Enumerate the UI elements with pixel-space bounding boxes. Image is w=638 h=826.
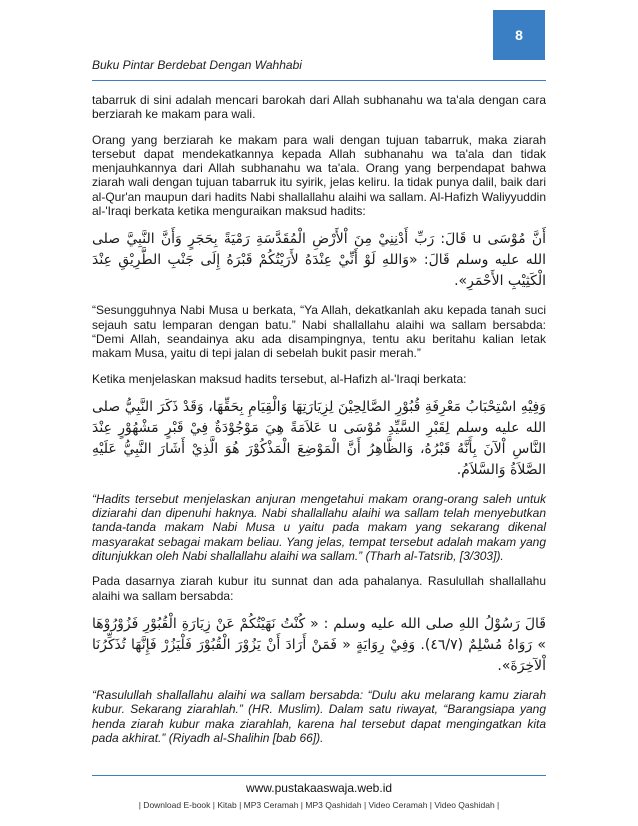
page-number: 8 bbox=[515, 27, 523, 43]
arabic-hadith-ziarah: قَالَ رَسُوْلُ اللهِ صلى الله عليه وسلم : « كُنْتُ نَهَيْتُكُمْ عَنْ زِيَارَةِ الْقُبُوْرِ فَزُوْرُوْهَا » رَوَاهُ مُسْلِمٌ (٤٦/٧). وَفِيْ رِوَايَةٍ « فَمَنْ أَرَادَ أَنْ يَزُوْرَ الْقُبُوْرَ فَلْيَزُرْ فَإِنَّهَا تُذَكِّرُنَا اْلآخِرَةَ». bbox=[92, 615, 546, 674]
page-content bbox=[92, 93, 546, 756]
arabic-hadith-musa: أَنَّ مُوْسَى u قَالَ: رَبِّ أَدْنِنِيْ مِنَ اْلأَرْضِ الْمُقَدَّسَةِ رَمْيَةً بِحَجَرٍ وَأَنَّ النَّبِيَّ صلى الله عليه وسلم قَالَ: «وَاللهِ لَوْ أَنِّيْ عِنْدَهُ لأَرَيْتُكُمْ قَبْرَهُ إِلَى جَنْبِ الطَّرِيْقِ عِنْدَ الْكَثِيْبِ الأَحْمَرِ». bbox=[92, 231, 546, 290]
header-divider bbox=[92, 80, 546, 81]
paragraph-tabarruk: tabarruk di sini adalah mencari barokah dari Allah subhanahu wa ta'ala dengan cara berziarah ke makam para wali. bbox=[92, 93, 546, 122]
footer-website-link[interactable]: www.pustakaaswaja.web.id bbox=[245, 781, 393, 795]
paragraph-translation-musa: “Sesungguhnya Nabi Musa u berkata, “Ya Allah, dekatkanlah aku kepada tanah suci sejauh satu lemparan dengan batu.” Nabi shallallahu alaihi wa sallam bersabda: “Demi Allah, seandainya aku ada disampingnya, tentu aku beritahu kalian letak makam Musa, yaitu di tepi jalan di sebelah bukit pasir merah.” bbox=[92, 303, 546, 361]
paragraph-ziarah-wali: Orang yang berziarah ke makam para wali dengan tujuan tabarruk, maka ziarah tersebut dapat mendekatkannya kepada Allah subhanahu wa ta'ala dan tidak menjauhkannya dari Allah subhanahu wa ta'ala. Orang yang berpendapat bahwa ziarah wali dengan tujuan tabarruk itu syirik, jelas keliru. Ia tidak punya dalil, baik dari al-Qur'an maupun dari hadits Nabi shallallahu alaihi wa sallam. Al-Hafizh Waliyyuddin al-'Iraqi berkata ketika menguraikan maksud hadits: bbox=[92, 132, 546, 219]
paragraph-translation-ziarah: “Rasulullah shallallahu alaihi wa sallam bersabda: “Dulu aku melarang kamu ziarah kubur. Sekarang ziarahlah.” (HR. Muslim). Dalam satu riwayat, “Barangsiapa yang henda ziarah kubur maka ziarahlah, karena hal tersebut dapat mengingatkan kita pada akhirat.” (Riyadh al-Shalihin [bab 66]). bbox=[92, 687, 546, 745]
page-number-badge bbox=[493, 10, 545, 60]
paragraph-ziarah-kubur: Pada dasarnya ziarah kubur itu sunnat dan ada pahalanya. Rasulullah shallallahu alaihi wa sallam bersabda: bbox=[92, 574, 546, 603]
arabic-al-iraqi-commentary: وَفِيْهِ اسْتِحْبَابُ مَعْرِفَةِ قُبُوْرِ الصَّالِحِيْنَ لِزِيَارَتِهَا وَالْقِيَامِ بِحَقِّهَا، وَقَدْ ذَكَرَ النَّبِيُّ صلى الله عليه وسلم لِقَبْرِ السَّيِّدِ مُوْسَى u عَلاَمَةً هِيَ مَوْجُوْدَةٌ فِيْ قَبْرٍ مَشْهُوْرٍ عِنْدَ النَّاسِ اْلآنَ بِأَنَّهُ قَبْرُهُ، وَالظَّاهِرُ أَنَّ الْمَوْضِعَ الْمَذْكُوْرَ هُوَ الَّذِيْ أَشَارَ النَّبِيُّ عَلَيْهِ الصَّلاَةُ وَالسَّلاَمُ. bbox=[92, 398, 546, 478]
paragraph-translation-commentary: “Hadits tersebut menjelaskan anjuran mengetahui makam orang-orang saleh untuk diziarahi dan dipenuhi haknya. Nabi shallallahu alaihi wa sallam telah menyebutkan tanda-tanda makam Nabi Musa u yaitu pada makam yang sekarang dikenal masyarakat sebagai makam beliau. Yang jelas, tempat tersebut adalah makam yang ditunjukkan oleh Nabi shallallahu alaihi wa sallam.” (Tharh al-Tatsrib, [3/303]). bbox=[92, 491, 546, 564]
footer-divider bbox=[92, 775, 546, 776]
paragraph-al-iraqi-intro: Ketika menjelaskan maksud hadits tersebut, al-Hafizh al-'Iraqi berkata: bbox=[92, 371, 467, 386]
running-title: Buku Pintar Berdebat Dengan Wahhabi bbox=[92, 58, 302, 72]
footer-category-links: | Download E-book | Kitab | MP3 Ceramah | MP3 Qashidah | Video Ceramah | Video Qashidah | bbox=[138, 800, 500, 810]
